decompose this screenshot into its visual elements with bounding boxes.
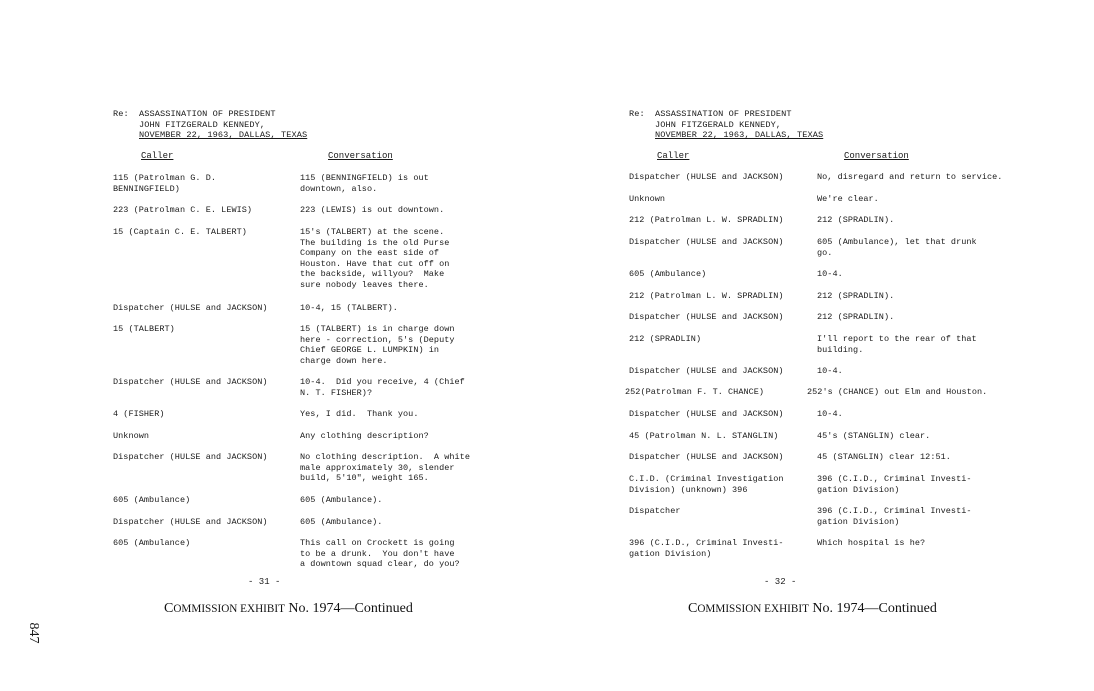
conversation-cell: 396 (C.I.D., Criminal Investi- gation Division) [817,506,972,527]
exhibit-caption [688,601,937,617]
conversation-cell: No, disregard and return to service. [817,172,1003,182]
re-subject-line-2: JOHN FITZGERALD KENNEDY, [655,119,782,130]
caller-cell: Dispatcher (HULSE and JACKSON) [629,409,784,419]
exhibit-caption-number: No. 1974—Continued [808,601,937,616]
re-subject-line-1: ASSASSINATION OF PRESIDENT [139,109,276,119]
caller-cell: Dispatcher (HULSE and JACKSON) [113,377,268,387]
caller-cell: Dispatcher (HULSE and JACKSON) [629,366,784,376]
caller-column-header: Caller [657,151,690,161]
caller-cell: 605 (Ambulance) [113,538,191,548]
exhibit-caption-number: No. 1974—Continued [284,601,413,616]
conversation-cell: I'll report to the rear of that building. [817,334,977,355]
conversation-cell: 605 (Ambulance). [300,495,383,505]
caller-cell: 212 (SPRADLIN) [629,334,702,344]
conversation-cell: 605 (Ambulance). [300,517,383,527]
exhibit-caption-smallcaps: OMMISSION EXHIBIT [697,603,809,615]
caller-cell: 212 (Patrolman L. W. SPRADLIN) [629,215,784,225]
caller-cell: Dispatcher (HULSE and JACKSON) [629,312,784,322]
caller-cell: Unknown [629,194,666,204]
conversation-cell: 252's (CHANCE) out Elm and Houston. [807,387,988,397]
re-subject-line-3: NOVEMBER 22, 1963, DALLAS, TEXAS [655,130,824,141]
re-subject-line-2: JOHN FITZGERALD KENNEDY, [139,119,266,130]
caller-cell: 605 (Ambulance) [629,269,707,279]
conversation-cell: 10-4, 15 (TALBERT). [300,303,398,313]
conversation-cell: 45's (STANGLIN) clear. [817,431,931,441]
caller-cell: 115 (Patrolman G. D. BENNINGFIELD) [113,173,217,194]
conversation-cell: 115 (BENNINGFIELD) is out downtown, also. [300,173,429,194]
conversation-cell: 396 (C.I.D., Criminal Investi- gation Division) [817,474,972,495]
conversation-cell: Which hospital is he? [817,538,926,548]
re-subject-line-3: NOVEMBER 22, 1963, DALLAS, TEXAS [139,130,308,141]
caller-cell: Dispatcher [629,506,681,516]
caller-cell: Dispatcher (HULSE and JACKSON) [113,452,268,462]
re-label: Re: [629,109,645,119]
conversation-cell: 212 (SPRADLIN). [817,291,895,301]
conversation-cell: 10-4. [817,269,843,279]
caller-cell: 605 (Ambulance) [113,495,191,505]
caller-cell: 4 (FISHER) [113,409,165,419]
conversation-cell: Yes, I did. Thank you. [300,409,419,419]
caller-cell: Dispatcher (HULSE and JACKSON) [113,303,268,313]
re-subject-line-1: ASSASSINATION OF PRESIDENT [655,109,792,119]
conversation-cell: 605 (Ambulance), let that drunk go. [817,237,977,258]
conversation-cell: 212 (SPRADLIN). [817,215,895,225]
right-document-page [547,0,1094,691]
caller-cell: 252(Patrolman F. T. CHANCE) [625,387,765,397]
caller-cell: Dispatcher (HULSE and JACKSON) [629,172,784,182]
conversation-cell: 15 (TALBERT) is in charge down here - correction, 5's (Deputy Chief GEORGE L. LUMPKIN) in charge down here. [300,324,455,366]
exhibit-caption-smallcaps: OMMISSION EXHIBIT [173,603,285,615]
conversation-cell: 10-4. [817,366,843,376]
conversation-cell: This call on Crockett is going to be a drunk. You don't have a downtown squad clear, do you? [300,538,460,570]
conversation-column-header: Conversation [844,151,909,161]
exhibit-caption-initial: C [164,601,174,616]
caller-cell: 15 (Captain C. E. TALBERT) [113,227,247,237]
caller-cell: 223 (Patrolman C. E. LEWIS) [113,205,253,215]
conversation-cell: No clothing description. A white male approximately 30, slender build, 5'10", weight 165. [300,452,470,484]
caller-cell: Dispatcher (HULSE and JACKSON) [629,237,784,247]
caller-cell: 212 (Patrolman L. W. SPRADLIN) [629,291,784,301]
page-number: - 31 - [248,577,281,587]
exhibit-caption-initial: C [688,601,698,616]
conversation-cell: 223 (LEWIS) is out downtown. [300,205,445,215]
volume-page-number: 847 [26,622,41,644]
conversation-cell: 15's (TALBERT) at the scene. The building is the old Purse Company on the east side of Houston. Have that cut off on the backside, willyou? Make sure nobody leaves there. [300,227,450,290]
conversation-cell: 45 (STANGLIN) clear 12:51. [817,452,951,462]
caller-cell: Unknown [113,431,150,441]
conversation-cell: We're clear. [817,194,879,204]
exhibit-caption [164,601,413,617]
conversation-column-header: Conversation [328,151,393,161]
page-number: - 32 - [764,577,797,587]
conversation-cell: 10-4. Did you receive, 4 (Chief N. T. FISHER)? [300,377,465,398]
caller-cell: Dispatcher (HULSE and JACKSON) [113,517,268,527]
caller-cell: Dispatcher (HULSE and JACKSON) [629,452,784,462]
conversation-cell: 10-4. [817,409,843,419]
caller-column-header: Caller [141,151,174,161]
conversation-cell: Any clothing description? [300,431,429,441]
re-label: Re: [113,109,129,119]
caller-cell: 45 (Patrolman N. L. STANGLIN) [629,431,779,441]
caller-cell: C.I.D. (Criminal Investigation Division) (unknown) 396 [629,474,784,495]
conversation-cell: 212 (SPRADLIN). [817,312,895,322]
caller-cell: 396 (C.I.D., Criminal Investi- gation Division) [629,538,784,559]
caller-cell: 15 (TALBERT) [113,324,175,334]
